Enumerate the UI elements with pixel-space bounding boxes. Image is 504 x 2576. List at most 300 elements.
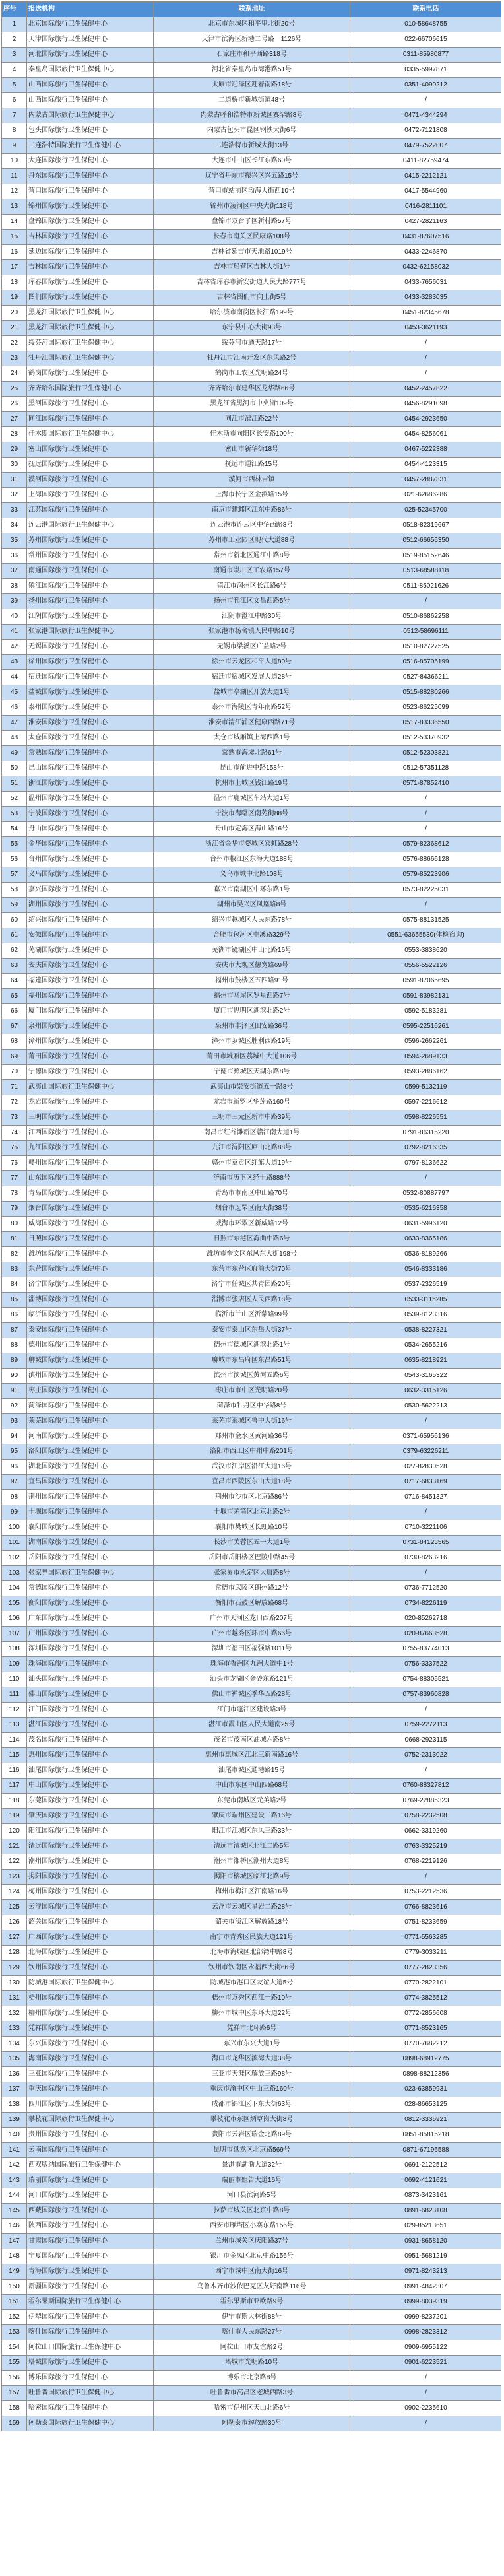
cell-index: 13 xyxy=(2,199,27,215)
cell-address: 常德市武陵区朗州路12号 xyxy=(154,1581,350,1596)
cell-index: 60 xyxy=(2,913,27,928)
cell-address: 十堰市茅箭区北京北路2号 xyxy=(154,1505,350,1520)
table-row xyxy=(2,1034,502,1050)
cell-index: 40 xyxy=(2,609,27,625)
cell-address: 淮安市清江浦区健康西路71号 xyxy=(154,716,350,731)
cell-phone: / xyxy=(350,898,502,913)
cell-phone: 020-87663528 xyxy=(350,1627,502,1642)
cell-address: 霍尔果斯市亚欧路9号 xyxy=(154,2295,350,2310)
table-row xyxy=(2,1353,502,1369)
cell-name: 常州国际旅行卫生保健中心 xyxy=(27,549,154,564)
cell-name: 德州国际旅行卫生保健中心 xyxy=(27,1338,154,1353)
cell-index: 115 xyxy=(2,1748,27,1763)
cell-address: 同江市滨江路22号 xyxy=(154,412,350,427)
table-row xyxy=(2,1475,502,1490)
cell-address: 三亚市天涯区解放三路98号 xyxy=(154,2067,350,2082)
cell-name: 镇江国际旅行卫生保健中心 xyxy=(27,579,154,594)
cell-phone: 0791-86315220 xyxy=(350,1126,502,1141)
table-row xyxy=(2,1505,502,1520)
table-body xyxy=(2,17,502,2431)
cell-name: 江苏国际旅行卫生保健中心 xyxy=(27,503,154,518)
cell-index: 143 xyxy=(2,2173,27,2188)
cell-name: 汕头国际旅行卫生保健中心 xyxy=(27,1672,154,1687)
cell-name: 阿勒泰国际旅行卫生保健中心 xyxy=(27,2416,154,2431)
cell-index: 141 xyxy=(2,2143,27,2158)
table-row xyxy=(2,1915,502,1930)
cell-address: 哈密市伊州区天山北路6号 xyxy=(154,2401,350,2416)
cell-phone: / xyxy=(350,1505,502,1520)
table-row xyxy=(2,290,502,306)
table-row xyxy=(2,306,502,321)
cell-address: 长春市南关区民康路108号 xyxy=(154,230,350,245)
cell-address: 吉林省延吉市天池路1019号 xyxy=(154,245,350,260)
table-row xyxy=(2,1976,502,1991)
cell-index: 123 xyxy=(2,1870,27,1885)
table-row xyxy=(2,746,502,761)
cell-phone: 0909-6955122 xyxy=(350,2340,502,2356)
cell-name: 连云港国际旅行卫生保健中心 xyxy=(27,518,154,533)
cell-name: 韶关国际旅行卫生保健中心 xyxy=(27,1915,154,1930)
cell-phone: 0576-88666128 xyxy=(350,852,502,867)
cell-phone: 028-86653125 xyxy=(350,2097,502,2113)
cell-index: 65 xyxy=(2,989,27,1004)
cell-phone: 0579-82368612 xyxy=(350,837,502,852)
cell-address: 茂名市茂南区油城六路8号 xyxy=(154,1733,350,1748)
cell-name: 舟山国际旅行卫生保健中心 xyxy=(27,822,154,837)
cell-name: 西藏国际旅行卫生保健中心 xyxy=(27,2204,154,2219)
cell-name: 义乌国际旅行卫生保健中心 xyxy=(27,867,154,883)
cell-index: 20 xyxy=(2,306,27,321)
cell-name: 中山国际旅行卫生保健中心 xyxy=(27,1779,154,1794)
cell-index: 1 xyxy=(2,17,27,32)
cell-index: 16 xyxy=(2,245,27,260)
cell-address: 阳江市江城区东风三路33号 xyxy=(154,1824,350,1839)
cell-name: 江阴国际旅行卫生保健中心 xyxy=(27,609,154,625)
cell-index: 106 xyxy=(2,1611,27,1627)
cell-address: 肇庆市端州区建设二路16号 xyxy=(154,1809,350,1824)
cell-address: 内蒙古呼和浩特市新城区赛罕路8号 xyxy=(154,108,350,123)
cell-phone: 0571-87852410 xyxy=(350,776,502,792)
cell-address: 河口县滨河路5号 xyxy=(154,2188,350,2204)
table-row xyxy=(2,442,502,458)
cell-index: 36 xyxy=(2,549,27,564)
cell-phone: / xyxy=(350,807,502,822)
cell-name: 锦州国际旅行卫生保健中心 xyxy=(27,199,154,215)
cell-name: 湖南国际旅行卫生保健中心 xyxy=(27,1536,154,1551)
cell-name: 山西国际旅行卫生保健中心 xyxy=(27,93,154,108)
cell-phone: 0335-5997871 xyxy=(350,63,502,78)
cell-address: 抚远市通江路15号 xyxy=(154,458,350,473)
cell-phone: 0851-85815218 xyxy=(350,2128,502,2143)
cell-phone: / xyxy=(350,2371,502,2386)
cell-name: 抚远国际旅行卫生保健中心 xyxy=(27,458,154,473)
cell-name: 芜湖国际旅行卫生保健中心 xyxy=(27,943,154,959)
cell-phone: 0433-2246870 xyxy=(350,245,502,260)
cell-index: 41 xyxy=(2,625,27,640)
table-row xyxy=(2,1369,502,1384)
cell-name: 营口国际旅行卫生保健中心 xyxy=(27,184,154,199)
cell-phone: 0768-2219126 xyxy=(350,1854,502,1870)
cell-name: 南通国际旅行卫生保健中心 xyxy=(27,564,154,579)
cell-index: 95 xyxy=(2,1444,27,1460)
cell-index: 70 xyxy=(2,1065,27,1080)
cell-index: 107 xyxy=(2,1627,27,1642)
cell-index: 101 xyxy=(2,1536,27,1551)
cell-index: 33 xyxy=(2,503,27,518)
cell-phone: 0755-83774013 xyxy=(350,1642,502,1657)
table-row xyxy=(2,716,502,731)
cell-name: 聊城国际旅行卫生保健中心 xyxy=(27,1353,154,1369)
table-row xyxy=(2,1232,502,1247)
cell-phone: 0662-3319260 xyxy=(350,1824,502,1839)
table-row xyxy=(2,959,502,974)
cell-name: 二连浩特国际旅行卫生保健中心 xyxy=(27,139,154,154)
cell-name: 牡丹江国际旅行卫生保健中心 xyxy=(27,351,154,366)
cell-phone: 0758-2232508 xyxy=(350,1809,502,1824)
cell-index: 89 xyxy=(2,1353,27,1369)
table-row xyxy=(2,2021,502,2037)
cell-address: 漳州市芗城区胜利西路19号 xyxy=(154,1034,350,1050)
cell-address: 厦门市思明区湖滨北路2号 xyxy=(154,1004,350,1019)
cell-index: 38 xyxy=(2,579,27,594)
cell-address: 湖州市吴兴区凤凰路8号 xyxy=(154,898,350,913)
cell-address: 常熟市海虞北路61号 xyxy=(154,746,350,761)
cell-index: 51 xyxy=(2,776,27,792)
table-row xyxy=(2,898,502,913)
cell-phone: / xyxy=(350,792,502,807)
cell-phone: 0427-2821163 xyxy=(350,215,502,230)
cell-name: 揭阳国际旅行卫生保健中心 xyxy=(27,1870,154,1885)
table-row xyxy=(2,1156,502,1171)
table-row xyxy=(2,351,502,366)
cell-index: 102 xyxy=(2,1551,27,1566)
cell-index: 118 xyxy=(2,1794,27,1809)
table-row xyxy=(2,63,502,78)
table-row xyxy=(2,1566,502,1581)
cell-name: 宿迁国际旅行卫生保健中心 xyxy=(27,670,154,685)
cell-name: 九江国际旅行卫生保健中心 xyxy=(27,1141,154,1156)
cell-address: 惠州市惠城区江北三新南路16号 xyxy=(154,1748,350,1763)
cell-index: 80 xyxy=(2,1217,27,1232)
cell-name: 盐城国际旅行卫生保健中心 xyxy=(27,685,154,700)
table-row xyxy=(2,215,502,230)
cell-index: 3 xyxy=(2,48,27,63)
cell-name: 河北国际旅行卫生保健中心 xyxy=(27,48,154,63)
table-row xyxy=(2,1900,502,1915)
cell-phone: 0716-8451327 xyxy=(350,1490,502,1505)
cell-phone: 0457-2887331 xyxy=(350,473,502,488)
cell-name: 茂名国际旅行卫生保健中心 xyxy=(27,1733,154,1748)
cell-index: 127 xyxy=(2,1930,27,1946)
cell-name: 齐齐哈尔国际旅行卫生保健中心 xyxy=(27,382,154,397)
table-row xyxy=(2,397,502,412)
table-row xyxy=(2,1186,502,1202)
table-row xyxy=(2,1095,502,1110)
cell-name: 漠河国际旅行卫生保健中心 xyxy=(27,473,154,488)
cell-phone: / xyxy=(350,2416,502,2431)
cell-phone: 0454-2923650 xyxy=(350,412,502,427)
cell-index: 50 xyxy=(2,761,27,776)
cell-address: 滨州市滨城区黄河五路6号 xyxy=(154,1369,350,1384)
cell-name: 莱芜国际旅行卫生保健中心 xyxy=(27,1414,154,1429)
cell-name: 汕尾国际旅行卫生保健中心 xyxy=(27,1763,154,1779)
cell-name: 贵州国际旅行卫生保健中心 xyxy=(27,2128,154,2143)
cell-phone: 0518-82319667 xyxy=(350,518,502,533)
cell-name: 深圳国际旅行卫生保健中心 xyxy=(27,1642,154,1657)
cell-index: 71 xyxy=(2,1080,27,1095)
table-row xyxy=(2,1004,502,1019)
cell-phone: 0479-7522007 xyxy=(350,139,502,154)
cell-name: 云浮国际旅行卫生保健中心 xyxy=(27,1900,154,1915)
cell-index: 104 xyxy=(2,1581,27,1596)
cell-phone: 0730-8263216 xyxy=(350,1551,502,1566)
cell-phone: 0311-85980877 xyxy=(350,48,502,63)
cell-name: 绍兴国际旅行卫生保健中心 xyxy=(27,913,154,928)
cell-index: 21 xyxy=(2,321,27,336)
cell-phone: 0539-8123316 xyxy=(350,1308,502,1323)
cell-phone: 0510-82727525 xyxy=(350,640,502,655)
cell-name: 广西国际旅行卫生保健中心 xyxy=(27,1930,154,1946)
table-row xyxy=(2,2249,502,2264)
cell-phone: 0471-4344294 xyxy=(350,108,502,123)
table-row xyxy=(2,609,502,625)
table-row xyxy=(2,1444,502,1460)
cell-index: 17 xyxy=(2,260,27,275)
cell-phone: 0451-82345678 xyxy=(350,306,502,321)
cell-name: 东莞国际旅行卫生保健中心 xyxy=(27,1794,154,1809)
cell-index: 35 xyxy=(2,533,27,549)
cell-name: 潮州国际旅行卫生保健中心 xyxy=(27,1854,154,1870)
cell-address: 威海市环翠区新威路12号 xyxy=(154,1217,350,1232)
cell-address: 岳阳市岳阳楼区巴陵中路45号 xyxy=(154,1551,350,1566)
table-row xyxy=(2,412,502,427)
cell-name: 东兴国际旅行卫生保健中心 xyxy=(27,2037,154,2052)
cell-address: 嘉兴市南湖区中环东路1号 xyxy=(154,883,350,898)
cell-address: 台州市椒江区东海大道188号 xyxy=(154,852,350,867)
cell-phone: 0467-5222388 xyxy=(350,442,502,458)
cell-phone: 010-58648755 xyxy=(350,17,502,32)
cell-index: 43 xyxy=(2,655,27,670)
cell-address: 牡丹江市江南开发区东风路2号 xyxy=(154,351,350,366)
cell-index: 68 xyxy=(2,1034,27,1050)
table-row xyxy=(2,1262,502,1277)
table-row xyxy=(2,1703,502,1718)
cell-phone: 0668-2923115 xyxy=(350,1733,502,1748)
cell-index: 103 xyxy=(2,1566,27,1581)
cell-address: 重庆市渝中区中山三路160号 xyxy=(154,2082,350,2097)
cell-name: 惠州国际旅行卫生保健中心 xyxy=(27,1748,154,1763)
table-row xyxy=(2,1687,502,1703)
cell-name: 河南国际旅行卫生保健中心 xyxy=(27,1429,154,1444)
cell-address: 合肥市包河区屯溪路329号 xyxy=(154,928,350,943)
cell-name: 包头国际旅行卫生保健中心 xyxy=(27,123,154,139)
table-row xyxy=(2,2280,502,2295)
cell-index: 128 xyxy=(2,1946,27,1961)
cell-name: 宁夏国际旅行卫生保健中心 xyxy=(27,2249,154,2264)
cell-address: 佛山市禅城区季华五路28号 xyxy=(154,1687,350,1703)
table-row xyxy=(2,245,502,260)
cell-address: 温州市鹿城区车站大道1号 xyxy=(154,792,350,807)
cell-address: 莱芜市莱城区鲁中大街16号 xyxy=(154,1414,350,1429)
cell-address: 石家庄市和平西路318号 xyxy=(154,48,350,63)
cell-phone: 0734-8226119 xyxy=(350,1596,502,1611)
cell-index: 113 xyxy=(2,1718,27,1733)
cell-name: 佳木斯国际旅行卫生保健中心 xyxy=(27,427,154,442)
cell-index: 117 xyxy=(2,1779,27,1794)
cell-phone: 0556-5522126 xyxy=(350,959,502,974)
cell-address: 扬州市邗江区文昌西路5号 xyxy=(154,594,350,609)
table-row xyxy=(2,17,502,32)
table-row xyxy=(2,473,502,488)
cell-name: 宁波国际旅行卫生保健中心 xyxy=(27,807,154,822)
cell-name: 武夷山国际旅行卫生保健中心 xyxy=(27,1080,154,1095)
cell-address: 太原市迎泽区迎春南路18号 xyxy=(154,78,350,93)
cell-index: 11 xyxy=(2,169,27,184)
table-row xyxy=(2,1323,502,1338)
cell-phone: 0596-2662261 xyxy=(350,1034,502,1050)
cell-address: 聊城市东昌府区东昌路51号 xyxy=(154,1353,350,1369)
cell-name: 太仓国际旅行卫生保健中心 xyxy=(27,731,154,746)
cell-address: 塔城市光明路10号 xyxy=(154,2356,350,2371)
cell-phone: 0591-83982131 xyxy=(350,989,502,1004)
cell-address: 济南市历下区经十路888号 xyxy=(154,1171,350,1186)
cell-name: 新疆国际旅行卫生保健中心 xyxy=(27,2280,154,2295)
cell-phone: 0754-88305521 xyxy=(350,1672,502,1687)
table-row xyxy=(2,2037,502,2052)
cell-phone: 0411-82759474 xyxy=(350,154,502,169)
table-row xyxy=(2,1809,502,1824)
cell-name: 河口国际旅行卫生保健中心 xyxy=(27,2188,154,2204)
cell-address: 上海市长宁区金浜路15号 xyxy=(154,488,350,503)
cell-address: 西安市雁塔区小寨东路156号 xyxy=(154,2219,350,2234)
cell-phone: 0472-7121808 xyxy=(350,123,502,139)
cell-address: 珠海市香洲区九洲大道中1号 xyxy=(154,1657,350,1672)
cell-name: 湛江国际旅行卫生保健中心 xyxy=(27,1718,154,1733)
cell-address: 济宁市任城区共青团路20号 xyxy=(154,1277,350,1293)
cell-address: 常州市新北区通江中路8号 xyxy=(154,549,350,564)
cell-address: 喀什市人民东路27号 xyxy=(154,2325,350,2340)
cell-index: 19 xyxy=(2,290,27,306)
cell-name: 枣庄国际旅行卫生保健中心 xyxy=(27,1384,154,1399)
cell-name: 岳阳国际旅行卫生保健中心 xyxy=(27,1551,154,1566)
table-row xyxy=(2,199,502,215)
cell-name: 伊犁国际旅行卫生保健中心 xyxy=(27,2310,154,2325)
cell-name: 三亚国际旅行卫生保健中心 xyxy=(27,2067,154,2082)
cell-address: 吉林省珲春市新安街道人民大路777号 xyxy=(154,275,350,290)
cell-phone: 0551-63655530(体检咨询) xyxy=(350,928,502,943)
cell-phone: 0771-5563285 xyxy=(350,1930,502,1946)
cell-name: 延边国际旅行卫生保健中心 xyxy=(27,245,154,260)
cell-index: 32 xyxy=(2,488,27,503)
table-row xyxy=(2,928,502,943)
cell-name: 烟台国际旅行卫生保健中心 xyxy=(27,1202,154,1217)
cell-index: 79 xyxy=(2,1202,27,1217)
cell-address: 黑龙江省黑河市中央街109号 xyxy=(154,397,350,412)
cell-name: 喀什国际旅行卫生保健中心 xyxy=(27,2325,154,2340)
cell-index: 66 xyxy=(2,1004,27,1019)
cell-phone: 0535-6216358 xyxy=(350,1202,502,1217)
cell-index: 53 xyxy=(2,807,27,822)
cell-index: 142 xyxy=(2,2158,27,2173)
cell-index: 145 xyxy=(2,2204,27,2219)
table-row xyxy=(2,2371,502,2386)
cell-address: 苏州市工业园区现代大道88号 xyxy=(154,533,350,549)
cell-name: 青海国际旅行卫生保健中心 xyxy=(27,2264,154,2280)
cell-address: 宁波市海曙区南苑街88号 xyxy=(154,807,350,822)
cell-address: 潍坊市奎文区东风东大街198号 xyxy=(154,1247,350,1262)
cell-name: 吐鲁番国际旅行卫生保健中心 xyxy=(27,2386,154,2401)
cell-address: 汕头市龙湖区金砂东路121号 xyxy=(154,1672,350,1687)
table-row xyxy=(2,1657,502,1672)
cell-address: 乌鲁木齐市沙依巴克区友好南路116号 xyxy=(154,2280,350,2295)
table-row xyxy=(2,1414,502,1429)
table-row xyxy=(2,1141,502,1156)
cell-address: 泰州市海陵区青年南路52号 xyxy=(154,700,350,716)
table-row xyxy=(2,974,502,989)
cell-phone: 0452-2457822 xyxy=(350,382,502,397)
table-row xyxy=(2,943,502,959)
cell-index: 44 xyxy=(2,670,27,685)
cell-address: 福州市鼓楼区五四路91号 xyxy=(154,974,350,989)
cell-name: 鹤岗国际旅行卫生保健中心 xyxy=(27,366,154,382)
cell-phone: / xyxy=(350,594,502,609)
table-row xyxy=(2,2401,502,2416)
cell-name: 常熟国际旅行卫生保健中心 xyxy=(27,746,154,761)
table-row xyxy=(2,2340,502,2356)
cell-index: 22 xyxy=(2,336,27,351)
cell-index: 91 xyxy=(2,1384,27,1399)
cell-name: 山西国际旅行卫生保健中心 xyxy=(27,78,154,93)
cell-name: 泉州国际旅行卫生保健中心 xyxy=(27,1019,154,1034)
cell-address: 凭祥市北环路6号 xyxy=(154,2021,350,2037)
cell-address: 青岛市市南区中山路70号 xyxy=(154,1186,350,1202)
cell-phone: 0510-86862258 xyxy=(350,609,502,625)
table-row xyxy=(2,564,502,579)
cell-name: 洛阳国际旅行卫生保健中心 xyxy=(27,1444,154,1460)
cell-name: 甘肃国际旅行卫生保健中心 xyxy=(27,2234,154,2249)
cell-index: 87 xyxy=(2,1323,27,1338)
cell-name: 温州国际旅行卫生保健中心 xyxy=(27,792,154,807)
cell-phone: 0752-2313022 xyxy=(350,1748,502,1763)
cell-address: 西宁市城中区南大街16号 xyxy=(154,2264,350,2280)
cell-phone: / xyxy=(350,351,502,366)
table-row xyxy=(2,1520,502,1536)
cell-phone: 0416-2811101 xyxy=(350,199,502,215)
cell-phone: / xyxy=(350,366,502,382)
cell-name: 荆州国际旅行卫生保健中心 xyxy=(27,1490,154,1505)
cell-phone: 0594-2689133 xyxy=(350,1050,502,1065)
cell-name: 无锡国际旅行卫生保健中心 xyxy=(27,640,154,655)
cell-address: 德州市德城区湖滨北路1号 xyxy=(154,1338,350,1353)
cell-index: 122 xyxy=(2,1854,27,1870)
table-row xyxy=(2,230,502,245)
cell-phone: 0753-2212536 xyxy=(350,1885,502,1900)
cell-index: 74 xyxy=(2,1126,27,1141)
cell-index: 2 xyxy=(2,32,27,48)
cell-address: 银川市金凤区北京中路156号 xyxy=(154,2249,350,2264)
table-row xyxy=(2,2386,502,2401)
cell-address: 内蒙古包头市昆区钢铁大街6号 xyxy=(154,123,350,139)
cell-name: 梧州国际旅行卫生保健中心 xyxy=(27,1991,154,2006)
cell-name: 衡阳国际旅行卫生保健中心 xyxy=(27,1596,154,1611)
cell-name: 漳州国际旅行卫生保健中心 xyxy=(27,1034,154,1050)
cell-index: 10 xyxy=(2,154,27,169)
cell-index: 42 xyxy=(2,640,27,655)
cell-index: 120 xyxy=(2,1824,27,1839)
table-row xyxy=(2,1718,502,1733)
cell-index: 57 xyxy=(2,867,27,883)
table-row xyxy=(2,1839,502,1854)
